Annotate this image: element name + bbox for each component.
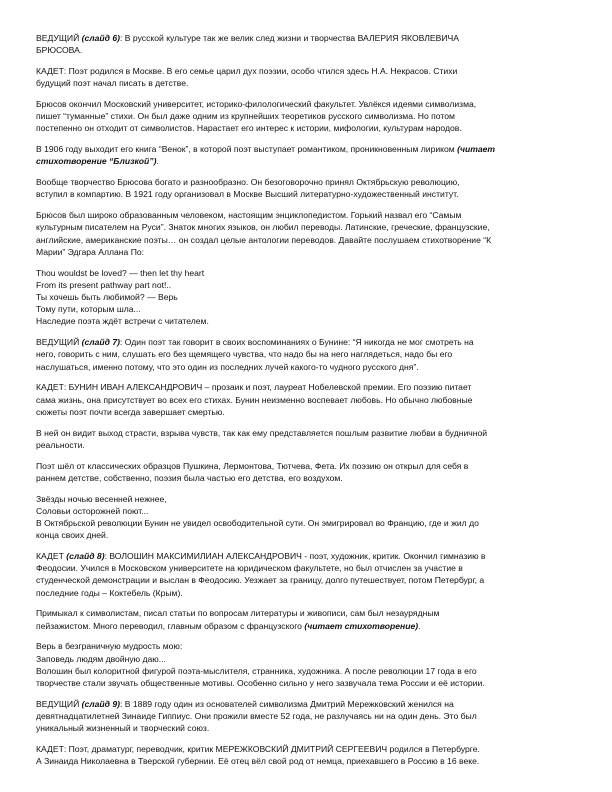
text-segment: : Один поэт так говорит в своих воспоминаниях о Бунине: “Я никогда не мог смотреть на [120,337,474,348]
emphasized-text: стихотворение “Близкой”) [36,156,157,167]
text-line [36,291,584,303]
text-segment: В 1906 году выходит его книга “Венок”, в которой поэт выступает романтиком, проникновенным лириком [36,144,458,155]
text-segment: КАДЕТ: Поэт, драматург, переводчик, критик МЕРЕЖКОВСКИЙ ДМИТРИЙ СЕРГЕЕВИЧ родился в Петербурге. [36,744,480,755]
text-line [36,550,584,562]
emphasized-text: (слайд 8) [66,551,105,562]
text-segment: . [156,156,159,167]
text-line [36,743,584,755]
text-segment: Брюсов был широко образованным человеком, настоящим энциклопедистом. Горький назвал его “Самым [36,210,462,221]
text-segment: Ты хочешь быть любимой? — Верь [36,292,178,303]
text-segment: Марии” Эдгара Аллана По: [36,246,145,257]
text-segment: пейзажистом. Много переводил, главным образом с французского [36,620,305,631]
paragraph [36,98,584,135]
text-segment: уникальный жизненный и творческий союз. [36,723,210,734]
text-line [36,472,584,484]
text-line [36,77,584,89]
text-segment: вступил в компартию. В 1921 году организовал в Москве Высший литературно-художественный институт. [36,189,459,200]
emphasized-text: (слайд 7) [81,337,120,348]
text-segment: сама жизнь, она присутствует во всех его стихах. Бунин неизменно воспевает любовь. Но обычно любовные [36,394,473,405]
text-segment: него, говорить с ним, слушать его без щемящего чувства, что надо бы на него наглядеться, надо бы его [36,349,453,360]
paragraph [36,743,584,767]
paragraph [36,267,584,328]
text-segment: КАДЕТ: БУНИН ИВАН АЛЕКСАНДРОВИЧ – прозаик и поэт, лауреат Нобелевской премии. Его поэзию питает [36,382,472,393]
text-segment: сюжеты поэт почти всегда завершает смертью. [36,406,225,417]
text-line [36,303,584,315]
text-line [36,188,584,200]
text-line [36,279,584,291]
text-line [36,460,584,472]
text-line [36,620,584,632]
text-line [36,653,584,665]
text-line [36,98,584,110]
text-line [36,65,584,77]
text-segment: английские, американские поэты… он создал целые антологии переводов. Давайте послушаем стихотворение “К [36,234,492,245]
text-line [36,122,584,134]
text-segment: Феодосии. Учился в Московском университете на юридическом факультете, но был отчислен за участие в [36,563,463,574]
text-segment: ВЕДУЩИЙ [36,33,82,43]
text-line [36,562,584,574]
text-line [36,517,584,529]
text-segment: девятнадцатилетней Зинаиде Гиппиус. Они прожили вместе 52 года, не разлучаясь ни на один день. Это был [36,711,477,722]
text-segment: : В 1889 году один из основателей символизма Дмитрий Мережковский женился на [120,698,454,709]
text-segment: культурным писателем на Руси”. Знаток многих языков, он любил переводы. Латинские, греческие, французские, [36,222,490,233]
text-segment: постепенно он отходит от символистов. Нарастает его интерес к истории, мифологии, культурам народов. [36,123,462,134]
paragraph [36,698,584,735]
text-line [36,32,584,44]
text-segment: последние годы – Коктебель (Крым). [36,587,183,598]
text-segment: Примыкал к символистам, писал статьи по вопросам литературы и живописи, сам был незаурядным [36,608,440,619]
text-line [36,394,584,406]
text-segment: Брюсов окончил Московский университет, историко-филологический факультет. Увлёкся идеями символизма, [36,99,477,109]
paragraph [36,607,584,631]
text-segment: реальности. [36,439,85,450]
text-segment: БРЮСОВА. [36,45,83,56]
text-segment: А Зинаида Николаевна в Тверской губернии. Её отец вёл свой род от немца, приехавшего в Россию в 16 веке. [36,756,480,767]
text-line [36,677,584,689]
text-line [36,155,584,167]
text-segment: Верь в безграничную мудрость мою: [36,641,183,652]
text-line [36,529,584,541]
text-segment: раннем детстве, собственно, поэзия была частью его детства, его воздухом. [36,472,343,483]
text-segment: Соловьи осторожней поют... [36,505,149,516]
text-line [36,722,584,734]
document-page [36,32,584,776]
text-segment: конца своих дней. [36,530,109,541]
text-segment: : ВОЛОШИН МАКСИМИЛИАН АЛЕКСАНДРОВИЧ - поэт, художник, критик. Окончил гимназию в [104,551,486,562]
text-segment: Наследие поэта ждёт встречи с читателем. [36,316,209,327]
text-line [36,176,584,188]
text-line [36,587,584,599]
text-line [36,381,584,393]
text-segment: студенческой демонстрации и выслан в Феодосию. Уезжает за границу, долго путешествует, потом Петербург, а [36,575,485,586]
paragraph [36,32,584,56]
text-segment: В Октябрьской революции Бунин не увидел освободительной сути. Он эмигрировал во Францию, где и жил до [36,518,479,529]
text-line [36,406,584,418]
text-segment: КАДЕТ [36,551,67,562]
text-segment: В ней он видит выход страсти, взрыва чувств, так как ему представляется пошлым развитие любви в будничной [36,427,488,438]
emphasized-text: (читает стихотворение) [304,620,419,631]
text-line [36,361,584,373]
text-segment: Тому пути, которым шла... [36,304,141,315]
text-line [36,315,584,327]
text-line [36,246,584,258]
text-segment: Thou wouldst be loved? — then let thy heart [36,267,205,278]
text-segment: ВЕДУЩИЙ [36,698,82,709]
paragraph [36,176,584,200]
paragraph [36,143,584,167]
paragraph [36,427,584,451]
text-segment: Волошин был колоритной фигурой поэта-мыслителя, странника, художника. А после революции 17 года в его [36,665,477,676]
text-line [36,607,584,619]
paragraph [36,550,584,599]
text-segment: Заповедь людям двойную даю... [36,653,166,664]
text-line [36,505,584,517]
text-segment: . [418,620,421,631]
text-line [36,110,584,122]
text-line [36,427,584,439]
paragraph [36,493,584,542]
text-line [36,698,584,710]
text-line [36,221,584,233]
paragraph [36,336,584,373]
text-line [36,439,584,451]
text-line [36,493,584,505]
text-segment: : В русской культуре так же велик след жизни и творчества ВАЛЕРИЯ ЯКОВЛЕВИЧА [120,33,459,43]
text-segment: Поэт шёл от классических образцов Пушкина, Лермонтова, Тютчева, Фета. Их поэзию он открыл для себя в [36,460,469,471]
text-segment: пишет “туманные” стихи. Он был даже одним из крупнейших теоретиков русского символизма. Но потом [36,111,455,122]
paragraph [36,381,584,418]
emphasized-text: (слайд 9) [81,698,120,709]
text-line [36,710,584,722]
text-line [36,348,584,360]
text-segment: ВЕДУЩИЙ [36,337,82,348]
text-segment: Вообще творчество Брюсова богато и разнообразно. Он безоговорочно принял Октябрьскую революцию, [36,177,460,188]
paragraph [36,460,584,484]
text-line [36,755,584,767]
text-segment: будущий поэт начал писать в детстве. [36,78,189,89]
emphasized-text: (слайд 6) [81,33,120,43]
paragraph [36,65,584,89]
paragraph [36,209,584,258]
text-segment: наслушаться, именно потому, что это один из последних лучей какого-то чудного русского дня”. [36,361,419,372]
text-line [36,234,584,246]
text-line [36,574,584,586]
text-line [36,336,584,348]
text-segment: творчестве стали звучать общественные мотивы. Особенно сильно у него зазвучала тема России и её истории. [36,678,485,689]
text-line [36,44,584,56]
text-segment: From its present pathway part not!.. [36,279,172,290]
text-segment: КАДЕТ: Поэт родился в Москве. В его семье царил дух поэзии, особо чтился здесь Н.А. Некрасов. Стихи [36,66,458,76]
text-line [36,665,584,677]
text-segment: Звёзды ночью весенней нежнее, [36,493,167,504]
text-line [36,143,584,155]
text-line [36,640,584,652]
text-line [36,209,584,221]
text-line [36,267,584,279]
paragraph [36,640,584,689]
emphasized-text: (читает [457,144,496,155]
